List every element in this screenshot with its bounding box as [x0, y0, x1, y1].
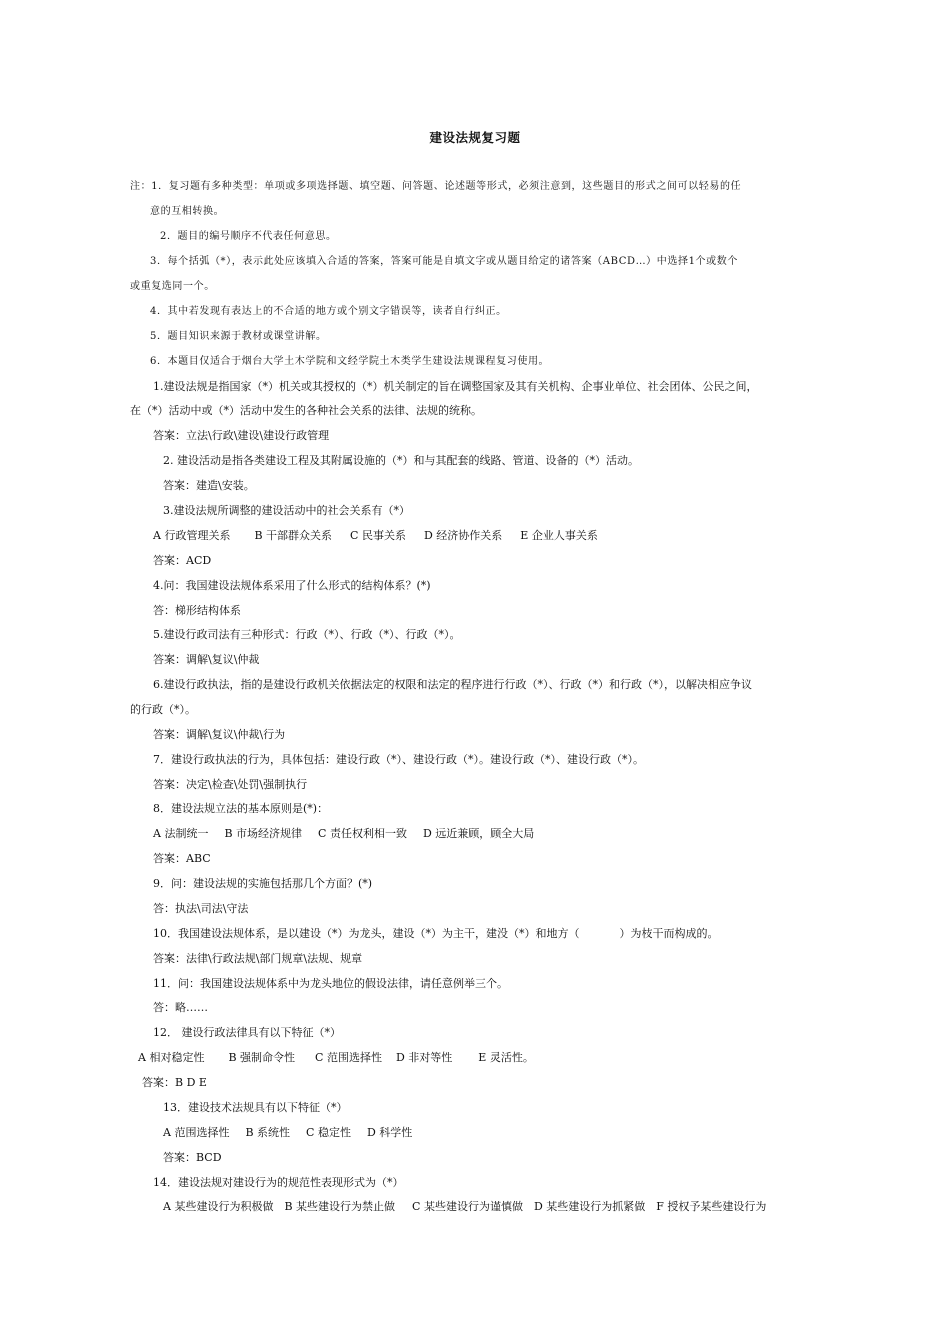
option: C 责任权利相一致 [318, 827, 407, 840]
option: D 经济协作关系 [423, 529, 503, 542]
question-line: 12． 建设行政法律具有以下特征（*） [153, 1026, 341, 1039]
answer-line: 答案：建造\安装。 [163, 479, 255, 492]
answer-line: 答案：法律\行政法规\部门规章\法规、规章 [153, 952, 363, 965]
option: B 强制命令性 [228, 1051, 296, 1064]
question-line: 13．建设技术法规具有以下特征（*） [163, 1101, 348, 1114]
note-line: 5．题目知识来源于教材或课堂讲解。 [150, 331, 327, 342]
question-line: 3.建设法规所调整的建设活动中的社会关系有（*） [163, 504, 410, 517]
note-line: 6．本题目仅适合于烟台大学土木学院和文经学院土木类学生建设法规课程复习使用。 [150, 356, 550, 367]
option: B 市场经济规律 [224, 827, 303, 840]
answer-line: 答案：调解\复议\仲裁\行为 [153, 728, 286, 741]
option: D 非对等性 [395, 1051, 453, 1064]
answer-line: 答案：ABC [153, 852, 211, 865]
option: B 系统性 [245, 1126, 291, 1139]
question-line: 8．建设法规立法的基本原则是(*)： [153, 802, 329, 815]
note-line: 注：1．复习题有多种类型：单项或多项选择题、填空题、问答题、论述题等形式，必须注意到，这些题目的形式之间可以轻易的任 [130, 181, 742, 192]
question-text: ）为枝干而构成的。 [619, 927, 719, 940]
option: D 远近兼顾，顾全大局 [422, 827, 535, 840]
option: F 授权予某些建设行为 [656, 1200, 767, 1213]
answer-line: 答案：B D E [142, 1076, 207, 1089]
question-line: 7．建设行政执法的行为，具体包括：建设行政（*）、建设行政（*）。建设行政（*）、建设行政（*）。 [153, 753, 644, 766]
question-line [153, 927, 719, 941]
option: A 相对稳定性 [138, 1051, 205, 1064]
question-line: 11．问：我国建设法规体系中为龙头地位的假设法律，请任意例举三个。 [153, 977, 508, 990]
note-line: 意的互相转换。 [150, 206, 225, 217]
option-line [163, 1126, 412, 1140]
option: B 某些建设行为禁止做 [284, 1200, 396, 1213]
question-line: 6.建设行政执法，指的是建设行政机关依据法定的权限和法定的程序进行行政（*）、行政（*）和行政（*），以解决相应争议 [153, 678, 752, 691]
option: A 范围选择性 [163, 1126, 230, 1139]
note-line: 2．题目的编号顺序不代表任何意思。 [160, 231, 337, 242]
note-line: 4．其中若发现有表达上的不合适的地方或个别文字错误等，读者自行纠正。 [150, 306, 507, 317]
option: C 范围选择性 [315, 1051, 382, 1064]
question-line: 2. 建设活动是指各类建设工程及其附属设施的（*）和与其配套的线路、管道、设备的（*）活动。 [163, 454, 639, 467]
note-line: 或重复选同一个。 [130, 281, 215, 292]
option: C 稳定性 [306, 1126, 351, 1139]
answer-line: 答：略…… [153, 1001, 208, 1014]
question-line: 4.问：我国建设法规体系采用了什么形式的结构体系？(*) [153, 579, 431, 592]
option: E 灵活性。 [478, 1051, 534, 1064]
option-line [153, 827, 534, 841]
option: B 干部群众关系 [254, 529, 333, 542]
note-line: 3．每个括弧（*），表示此处应该填入合适的答案，答案可能是自填文字或从题目给定的诸答案（ABCD…）中选择1个或数个 [150, 256, 738, 267]
option: A 某些建设行为积极做 [163, 1200, 274, 1213]
answer-line: 答案：BCD [163, 1151, 222, 1164]
answer-line: 答：梯形结构体系 [153, 604, 241, 617]
answer-line: 答案：决定\检查\处罚\强制执行 [153, 778, 308, 791]
option: E 企业人事关系 [520, 529, 598, 542]
option: C 某些建设行为谨慎做 [412, 1200, 523, 1213]
question-line: 5.建设行政司法有三种形式：行政（*）、行政（*）、行政（*）。 [153, 628, 461, 641]
option: A 法制统一 [153, 827, 209, 840]
question-line: 在（*）活动中或（*）活动中发生的各种社会关系的法律、法规的统称。 [130, 404, 482, 417]
question-line: 9．问：建设法规的实施包括那几个方面？(*) [153, 877, 373, 890]
answer-line: 答案：ACD [153, 554, 212, 567]
option: A 行政管理关系 [153, 529, 231, 542]
question-line: 的行政（*）。 [130, 703, 196, 716]
option-line [153, 529, 598, 543]
option: C 民事关系 [350, 529, 406, 542]
option-line [138, 1051, 534, 1065]
answer-line: 答：执法\司法\守法 [153, 902, 249, 915]
question-text: 10．我国建设法规体系，是以建设（*）为龙头，建设（*）为主干，建没（*）和地方（ [153, 927, 580, 940]
question-line: 1.建设法规是指国家（*）机关或其授权的（*）机关制定的旨在调整国家及其有关机构、企事业单位、社会团体、公民之间， [153, 380, 758, 393]
answer-line: 答案：立法\行政\建设\建设行政管理 [153, 429, 330, 442]
answer-line: 答案：调解\复议\仲裁 [153, 653, 260, 666]
question-line: 14．建设法规对建设行为的规范性表现形式为（*） [153, 1176, 404, 1189]
option: D 科学性 [366, 1126, 413, 1139]
document-title: 建设法规复习题 [429, 130, 521, 145]
option-line [163, 1200, 766, 1214]
option: D 某些建设行为抓紧做 [533, 1200, 646, 1213]
